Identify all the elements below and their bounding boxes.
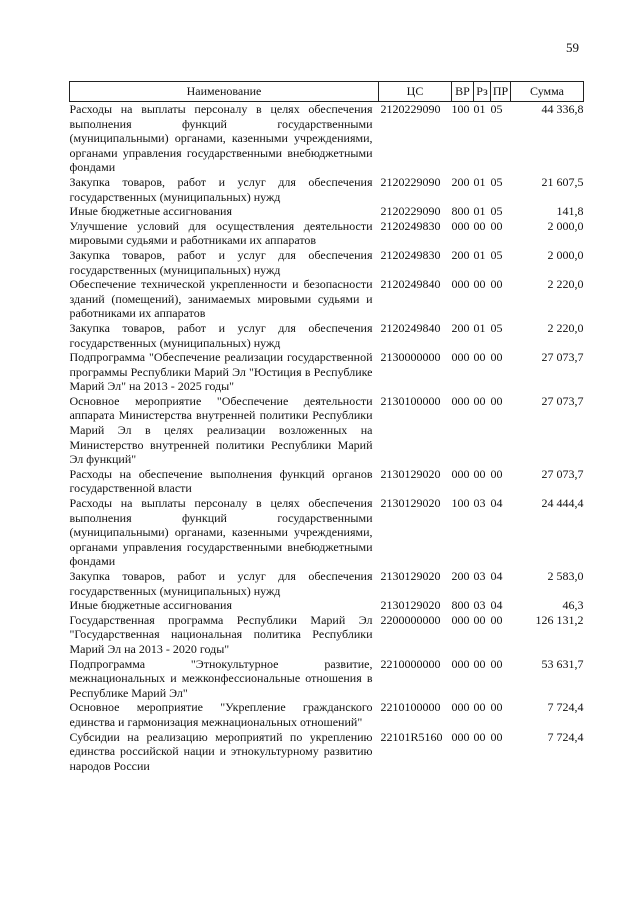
cell-cs: 2120229090 bbox=[380, 204, 441, 219]
cell-sum: 27 073,7 bbox=[541, 466, 584, 481]
cell-pr: 05 bbox=[490, 320, 503, 335]
cell-pr: 00 bbox=[490, 466, 503, 481]
cell-cs: 2130129020 bbox=[380, 569, 441, 583]
cell-vr: 800 bbox=[451, 204, 470, 219]
table-header-row bbox=[70, 82, 584, 102]
cell-name: Иные бюджетные ассигнования bbox=[69, 598, 232, 613]
cell-pr: 00 bbox=[490, 218, 503, 233]
table-row bbox=[70, 277, 584, 321]
cell-name: Закупка товаров, работ и услуг для обеспечения государственных (муниципальных) нужд bbox=[69, 320, 373, 350]
cell-name: Расходы на выплаты персоналу в целях обеспечения выполнения функций государственными (муниципальными) органами, казенными учреждениями, органами управления государственными внебюджетными фондами bbox=[69, 496, 373, 569]
cell-vr: 000 bbox=[451, 612, 470, 627]
cell-cs: 2120229090 bbox=[380, 174, 441, 189]
cell-rz: 00 bbox=[473, 218, 486, 233]
cell-sum: 27 073,7 bbox=[541, 393, 584, 408]
cell-cs: 2200000000 bbox=[380, 612, 441, 627]
cell-sum: 7 724,4 bbox=[547, 729, 584, 744]
cell-pr: 00 bbox=[490, 393, 503, 408]
cell-rz: 03 bbox=[473, 496, 486, 511]
cell-rz: 00 bbox=[473, 700, 486, 715]
cell-rz: 01 bbox=[473, 174, 486, 189]
cell-name: Обеспечение технической укрепленности и безопасности зданий (помещений), занимаемых мировыми судьями и работниками их аппаратов bbox=[69, 277, 373, 321]
table-row bbox=[70, 700, 584, 729]
table-row bbox=[70, 321, 584, 350]
cell-rz: 01 bbox=[473, 204, 486, 219]
cell-vr: 800 bbox=[451, 598, 470, 613]
header-cs: ЦС bbox=[379, 82, 452, 102]
table-row bbox=[70, 569, 584, 598]
cell-rz: 03 bbox=[473, 569, 486, 583]
cell-pr: 00 bbox=[490, 277, 503, 292]
header-name: Наименование bbox=[70, 82, 379, 102]
cell-rz: 01 bbox=[473, 102, 486, 116]
cell-name: Подпрограмма "Этнокультурное развитие, межнациональных и межконфессиональные отношения в Республике Марий Эл" bbox=[69, 656, 373, 700]
cell-cs: 2120249830 bbox=[380, 247, 441, 262]
cell-cs: 2210000000 bbox=[380, 656, 441, 671]
cell-name: Закупка товаров, работ и услуг для обеспечения государственных (муниципальных) нужд bbox=[69, 569, 373, 598]
cell-name: Закупка товаров, работ и услуг для обеспечения государственных (муниципальных) нужд bbox=[69, 247, 373, 277]
cell-pr: 04 bbox=[490, 569, 503, 583]
cell-name: Субсидии на реализацию мероприятий по укреплению единства российской нации и этнокультурному развитию народов России bbox=[69, 729, 373, 773]
table-row bbox=[70, 598, 584, 613]
cell-pr: 05 bbox=[490, 174, 503, 189]
cell-sum: 21 607,5 bbox=[541, 174, 584, 189]
cell-pr: 04 bbox=[490, 598, 503, 613]
cell-name: Государственная программа Республики Марий Эл "Государственная национальная политика Республики Марий Эл на 2013 - 2020 годы" bbox=[69, 612, 373, 656]
cell-vr: 000 bbox=[451, 729, 470, 744]
table-row bbox=[70, 219, 584, 248]
cell-cs: 2120249840 bbox=[380, 320, 441, 335]
table-row bbox=[70, 204, 584, 219]
cell-vr: 000 bbox=[451, 218, 470, 233]
cell-rz: 00 bbox=[473, 729, 486, 744]
cell-vr: 000 bbox=[451, 350, 470, 365]
cell-vr: 000 bbox=[451, 277, 470, 292]
cell-sum: 126 131,2 bbox=[535, 612, 584, 627]
cell-cs: 2130000000 bbox=[380, 350, 441, 365]
cell-pr: 00 bbox=[490, 700, 503, 715]
table-row bbox=[70, 175, 584, 204]
cell-sum: 2 000,0 bbox=[547, 218, 584, 233]
cell-vr: 100 bbox=[451, 496, 470, 511]
cell-vr: 200 bbox=[451, 569, 470, 583]
cell-pr: 00 bbox=[490, 656, 503, 671]
cell-sum: 53 631,7 bbox=[541, 656, 584, 671]
cell-vr: 000 bbox=[451, 700, 470, 715]
cell-rz: 00 bbox=[473, 277, 486, 292]
cell-cs: 2130129020 bbox=[380, 598, 441, 613]
cell-name: Подпрограмма "Обеспечение реализации государственной программы Республики Марий Эл "Юстиция в Республике Марий Эл" на 2013 - 2025 годы" bbox=[69, 350, 373, 394]
cell-name: Иные бюджетные ассигнования bbox=[69, 204, 232, 219]
table-row bbox=[70, 496, 584, 569]
cell-sum: 24 444,4 bbox=[541, 496, 584, 511]
table-row bbox=[70, 394, 584, 467]
cell-pr: 05 bbox=[490, 102, 503, 116]
table-row bbox=[70, 467, 584, 496]
cell-rz: 01 bbox=[473, 320, 486, 335]
cell-pr: 04 bbox=[490, 496, 503, 511]
cell-rz: 00 bbox=[473, 656, 486, 671]
header-rz: Рз bbox=[474, 82, 491, 102]
table-row bbox=[70, 730, 584, 774]
cell-rz: 03 bbox=[473, 598, 486, 613]
cell-pr: 00 bbox=[490, 350, 503, 365]
cell-vr: 000 bbox=[451, 656, 470, 671]
header-sum: Сумма bbox=[511, 82, 584, 102]
cell-vr: 200 bbox=[451, 174, 470, 189]
header-pr: ПР bbox=[491, 82, 511, 102]
table-row bbox=[70, 248, 584, 277]
cell-pr: 05 bbox=[490, 247, 503, 262]
cell-name: Основное мероприятие "Обеспечение деятельности аппарата Министерства внутренней политики Республики Марий Эл в целях реализации возложенных на Министерство внутренней политики Республики Марий Эл функций" bbox=[69, 393, 373, 467]
page-number: 59 bbox=[566, 40, 579, 55]
cell-vr: 000 bbox=[451, 393, 470, 408]
cell-sum: 2 220,0 bbox=[547, 277, 584, 292]
cell-pr: 00 bbox=[490, 729, 503, 744]
cell-pr: 00 bbox=[490, 612, 503, 627]
cell-pr: 05 bbox=[490, 204, 503, 219]
cell-cs: 2120249840 bbox=[380, 277, 441, 292]
table-row bbox=[70, 350, 584, 394]
cell-sum: 44 336,8 bbox=[541, 102, 584, 116]
table-row bbox=[70, 613, 584, 657]
cell-cs: 2130129020 bbox=[380, 466, 441, 481]
cell-vr: 100 bbox=[451, 102, 470, 116]
cell-rz: 00 bbox=[473, 612, 486, 627]
cell-sum: 7 724,4 bbox=[547, 700, 584, 715]
cell-cs: 2130100000 bbox=[380, 393, 441, 408]
cell-sum: 46,3 bbox=[562, 598, 584, 613]
cell-cs: 2120229090 bbox=[380, 102, 441, 116]
cell-name: Основное мероприятие "Укрепление гражданского единства и гармонизация межнациональных отношений" bbox=[69, 700, 373, 729]
cell-vr: 200 bbox=[451, 320, 470, 335]
cell-name: Расходы на выплаты персоналу в целях обеспечения выполнения функций государственными (муниципальными) органами, казенными учреждениями, органами управления государственными внебюджетными фондами bbox=[69, 102, 373, 175]
cell-name: Закупка товаров, работ и услуг для обеспечения государственных (муниципальных) нужд bbox=[69, 174, 373, 204]
header-vr: ВР bbox=[452, 82, 474, 102]
budget-table bbox=[69, 81, 584, 773]
cell-name: Расходы на обеспечение выполнения функций органов государственной власти bbox=[69, 466, 373, 496]
cell-vr: 000 bbox=[451, 466, 470, 481]
cell-sum: 141,8 bbox=[556, 204, 584, 219]
table-body bbox=[70, 102, 584, 774]
cell-vr: 200 bbox=[451, 247, 470, 262]
cell-cs: 2120249830 bbox=[380, 218, 441, 233]
cell-rz: 00 bbox=[473, 466, 486, 481]
cell-sum: 2 000,0 bbox=[547, 247, 584, 262]
cell-cs: 2130129020 bbox=[380, 496, 441, 511]
table-row bbox=[70, 657, 584, 701]
cell-sum: 27 073,7 bbox=[541, 350, 584, 365]
table-row bbox=[70, 102, 584, 175]
cell-name: Улучшение условий для осуществления деятельности мировыми судьями и работниками их аппаратов bbox=[69, 218, 373, 248]
cell-sum: 2 220,0 bbox=[547, 320, 584, 335]
cell-rz: 01 bbox=[473, 247, 486, 262]
cell-rz: 00 bbox=[473, 393, 486, 408]
cell-cs: 22101R5160 bbox=[380, 729, 443, 744]
cell-cs: 2210100000 bbox=[380, 700, 441, 715]
cell-rz: 00 bbox=[473, 350, 486, 365]
cell-sum: 2 583,0 bbox=[547, 569, 584, 583]
